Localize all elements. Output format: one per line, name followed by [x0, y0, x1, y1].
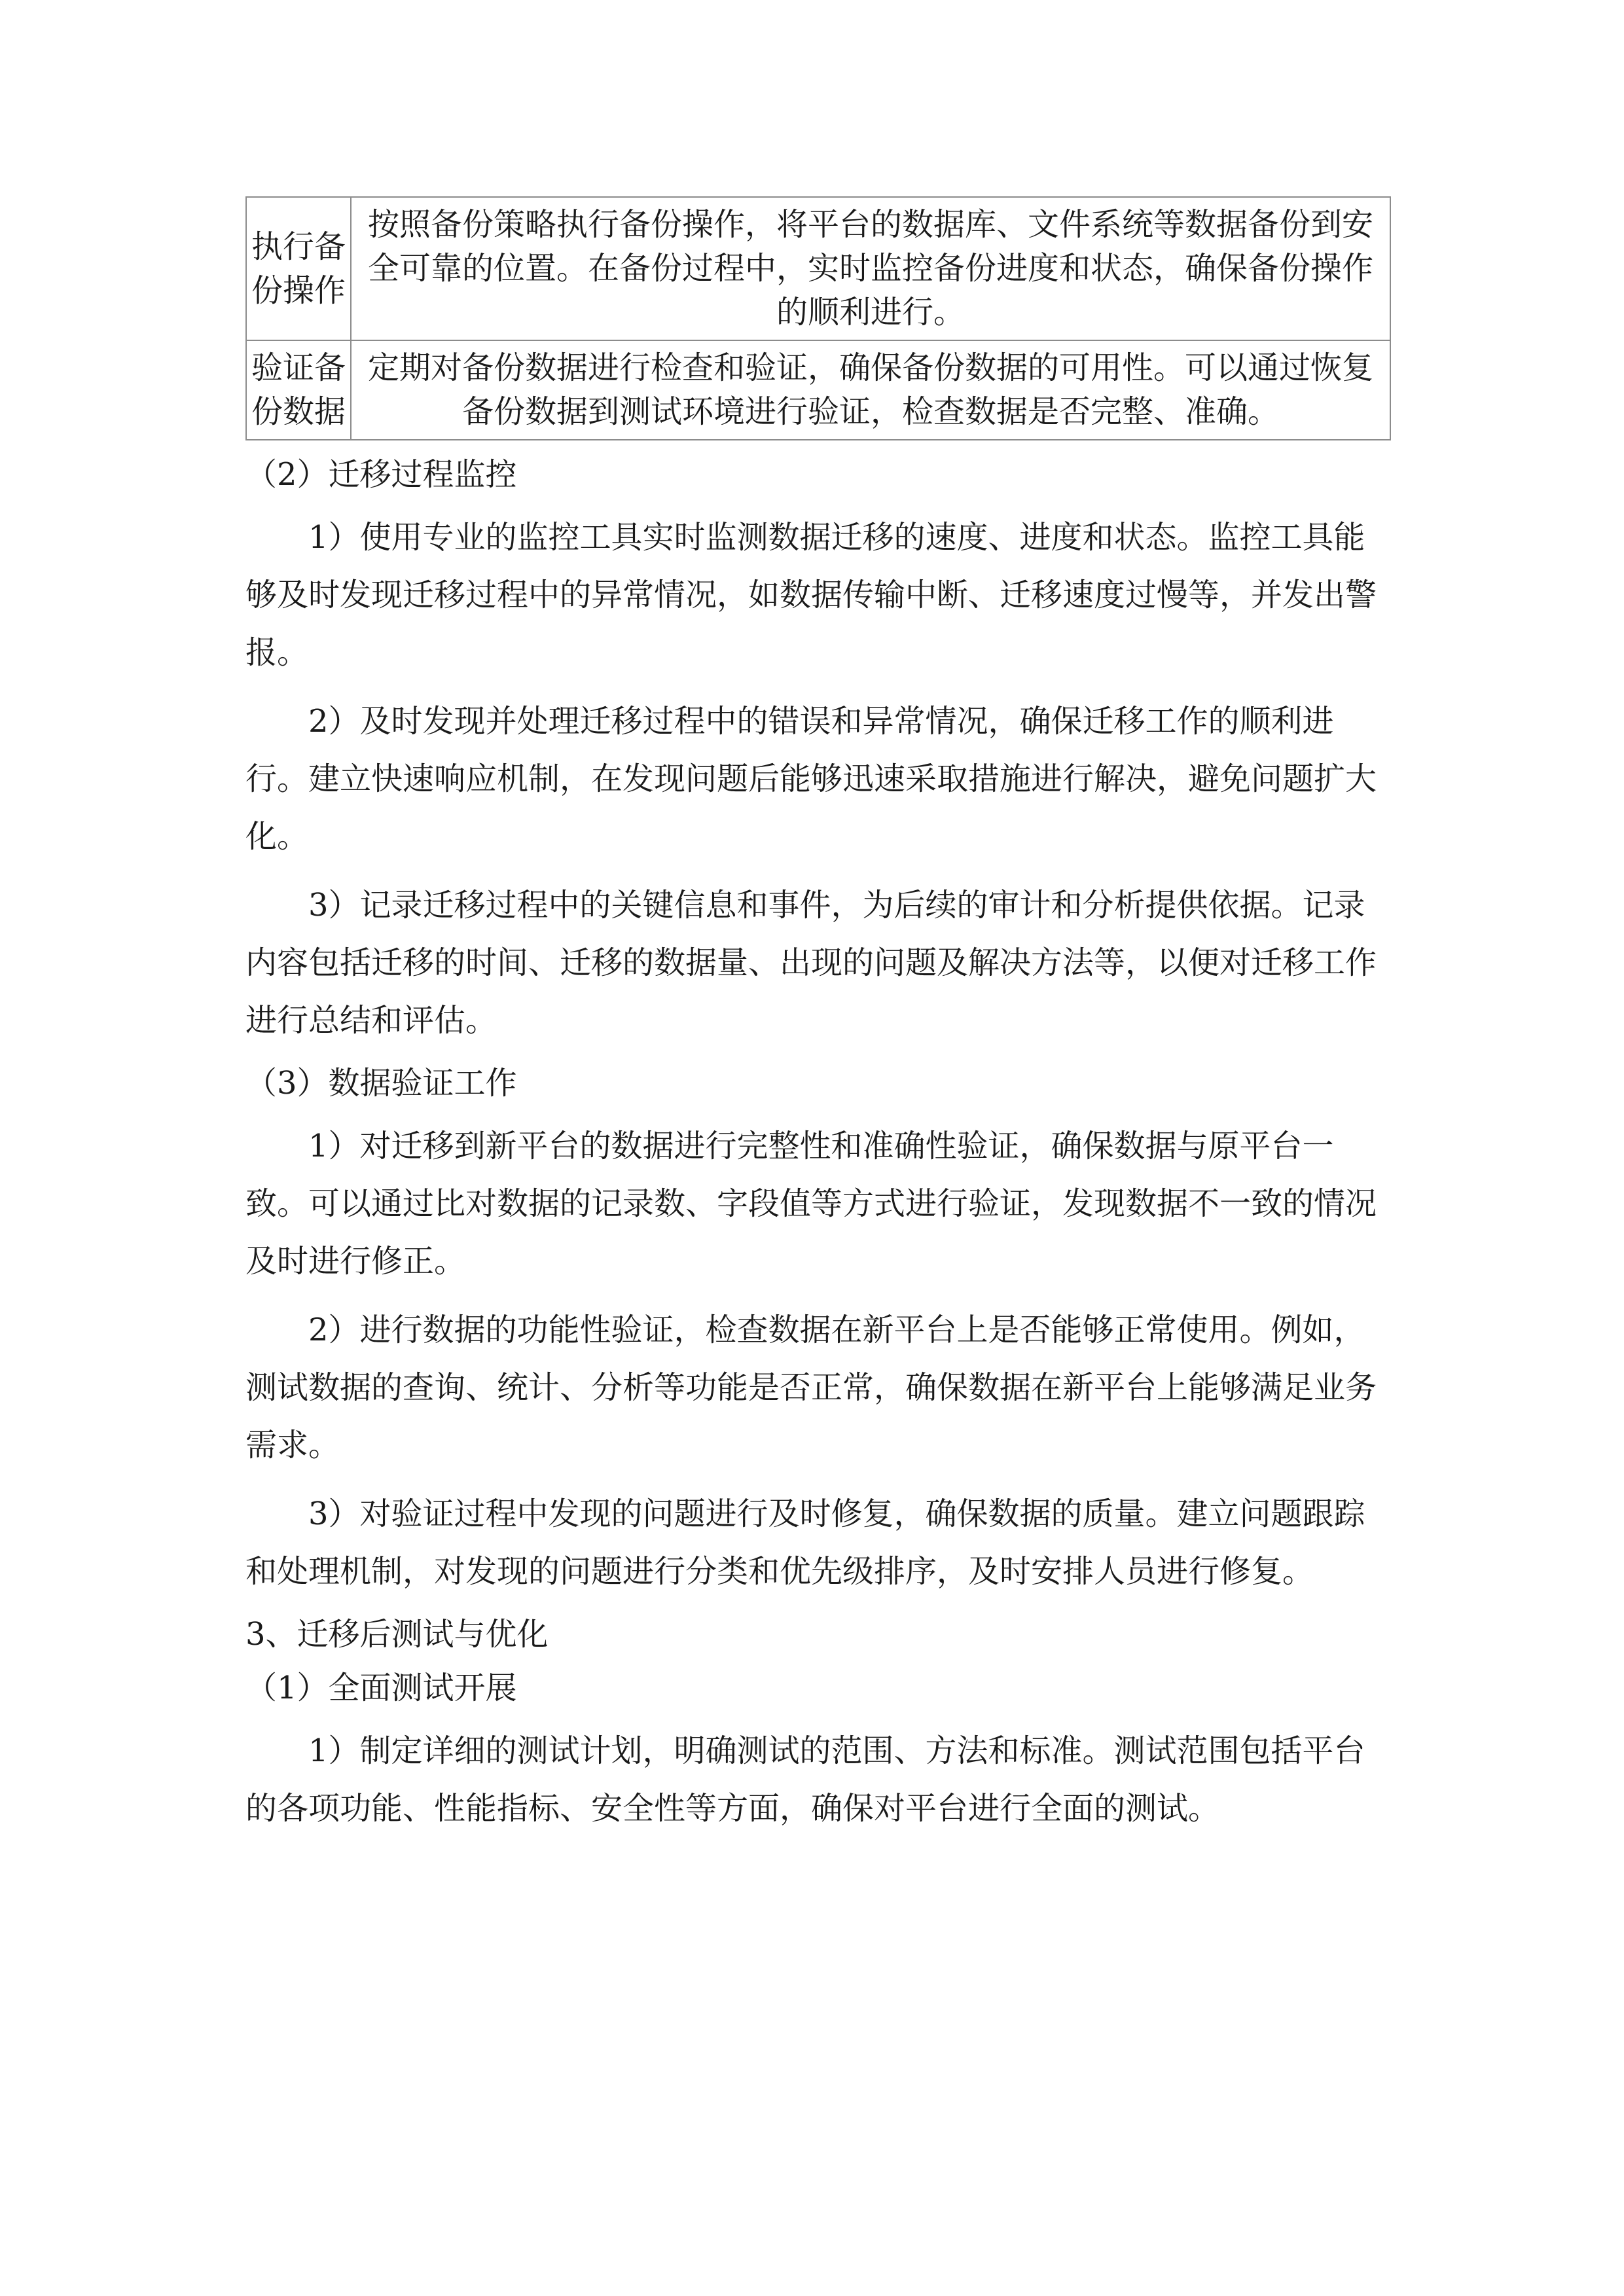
table-row — [246, 197, 1390, 340]
paragraph: 2）及时发现并处理迁移过程中的错误和异常情况，确保迁移工作的顺利进行。建立快速响应机制，在发现问题后能够迅速采取措施进行解决，避免问题扩大化。 — [245, 703, 1377, 855]
paragraph: 1）对迁移到新平台的数据进行完整性和准确性验证，确保数据与原平台一致。可以通过比对数据的记录数、字段值等方式进行验证，发现数据不一致的情况及时进行修正。 — [245, 1128, 1377, 1280]
document-page — [245, 196, 1391, 1837]
paragraph: 3）记录迁移过程中的关键信息和事件，为后续的审计和分析提供依据。记录内容包括迁移的时间、迁移的数据量、出现的问题及解决方法等，以便对迁移工作进行总结和评估。 — [245, 887, 1377, 1039]
table-row-content: 按照备份策略执行备份操作，将平台的数据库、文件系统等数据备份到安全可靠的位置。在备份过程中，实时监控备份进度和状态，确保备份操作的顺利进行。 — [351, 197, 1390, 340]
table-row-label: 执行备份操作 — [246, 197, 351, 340]
paragraph: 3）对验证过程中发现的问题进行及时修复，确保数据的质量。建立问题跟踪和处理机制，对发现的问题进行分类和优先级排序，及时安排人员进行修复。 — [245, 1496, 1365, 1590]
section-heading-data-validation: （3）数据验证工作 — [245, 1065, 517, 1102]
paragraph: 2）进行数据的功能性验证，检查数据在新平台上是否能够正常使用。例如，测试数据的查询、统计、分析等功能是否正常，确保数据在新平台上能够满足业务需求。 — [245, 1312, 1377, 1463]
table-row — [246, 340, 1390, 440]
section-heading-comprehensive-testing: （1）全面测试开展 — [245, 1670, 517, 1706]
backup-steps-table — [245, 196, 1391, 440]
paragraph: 1）使用专业的监控工具实时监测数据迁移的速度、进度和状态。监控工具能够及时发现迁移过程中的异常情况，如数据传输中断、迁移速度过慢等，并发出警报。 — [245, 519, 1377, 671]
section-heading-migration-monitoring: （2）迁移过程监控 — [245, 456, 517, 493]
paragraph: 1）制定详细的测试计划，明确测试的范围、方法和标准。测试范围包括平台的各项功能、性能指标、安全性等方面，确保对平台进行全面的测试。 — [245, 1732, 1365, 1827]
section-heading-post-migration: 3、迁移后测试与优化 — [245, 1616, 549, 1653]
table-row-label: 验证备份数据 — [246, 340, 351, 440]
table-row-content: 定期对备份数据进行检查和验证，确保备份数据的可用性。可以通过恢复备份数据到测试环境进行验证，检查数据是否完整、准确。 — [351, 340, 1390, 440]
